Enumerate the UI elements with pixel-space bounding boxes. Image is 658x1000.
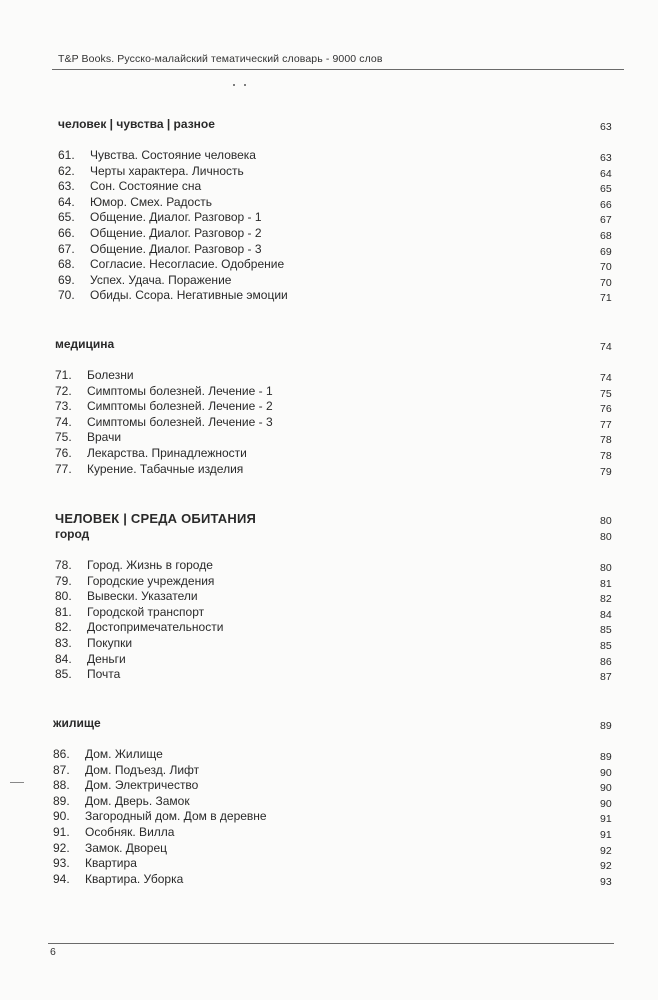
header-rule <box>52 69 624 70</box>
entry-page-number: 69 <box>600 246 612 258</box>
entry-page-number: 79 <box>600 466 612 478</box>
entry-number: 64. <box>58 195 75 209</box>
entry-title: Достопримечательности <box>87 620 224 634</box>
entry-page-number: 64 <box>600 168 612 180</box>
entry-title: Симптомы болезней. Лечение - 2 <box>87 399 273 413</box>
entry-page-number: 87 <box>600 671 612 683</box>
page-number: 6 <box>50 946 56 958</box>
entry-page-number: 67 <box>600 214 612 226</box>
entry-page-number: 91 <box>600 829 612 841</box>
entry-title: Загородный дом. Дом в деревне <box>85 809 267 823</box>
entry-title: Общение. Диалог. Разговор - 1 <box>90 210 262 224</box>
section-page-number: 63 <box>600 121 612 133</box>
entry-page-number: 77 <box>600 419 612 431</box>
entry-number: 76. <box>55 446 72 460</box>
entry-number: 79. <box>55 574 72 588</box>
section-heading: медицина <box>55 337 115 351</box>
entry-title: Лекарства. Принадлежности <box>87 446 247 460</box>
entry-number: 70. <box>58 288 75 302</box>
entry-number: 94. <box>53 872 70 886</box>
entry-page-number: 85 <box>600 640 612 652</box>
entry-page-number: 90 <box>600 798 612 810</box>
entry-title: Квартира <box>85 856 137 870</box>
entry-number: 72. <box>55 384 72 398</box>
section-page-number: 89 <box>600 720 612 732</box>
entry-page-number: 66 <box>600 199 612 211</box>
entry-title: Городской транспорт <box>87 605 205 619</box>
entry-page-number: 90 <box>600 782 612 794</box>
entry-number: 90. <box>53 809 70 823</box>
entry-title: Согласие. Несогласие. Одобрение <box>90 257 285 271</box>
entry-title: Почта <box>87 667 121 681</box>
footer-rule <box>48 943 614 944</box>
entry-page-number: 63 <box>600 152 612 164</box>
entry-title: Деньги <box>87 652 126 666</box>
entry-page-number: 86 <box>600 656 612 668</box>
entry-number: 67. <box>58 242 75 256</box>
entry-title: Успех. Удача. Поражение <box>90 273 232 287</box>
entry-page-number: 78 <box>600 450 612 462</box>
entry-number: 75. <box>55 430 72 444</box>
entry-title: Дом. Дверь. Замок <box>85 794 190 808</box>
entry-page-number: 68 <box>600 230 612 242</box>
entry-title: Квартира. Уборка <box>85 872 184 886</box>
entry-number: 84. <box>55 652 72 666</box>
entry-title: Врачи <box>87 430 122 444</box>
entry-number: 92. <box>53 841 70 855</box>
scan-speck <box>244 84 246 86</box>
section-heading: человек | чувства | разное <box>58 117 215 131</box>
scan-speck <box>10 782 24 783</box>
entry-number: 73. <box>55 399 72 413</box>
entry-title: Болезни <box>87 368 134 382</box>
entry-title: Юмор. Смех. Радость <box>90 195 212 209</box>
entry-number: 80. <box>55 589 72 603</box>
entry-number: 69. <box>58 273 75 287</box>
entry-page-number: 76 <box>600 403 612 415</box>
section-page-number: 80 <box>600 531 612 543</box>
entry-page-number: 82 <box>600 593 612 605</box>
entry-title: Замок. Дворец <box>85 841 168 855</box>
entry-number: 93. <box>53 856 70 870</box>
entry-page-number: 89 <box>600 751 612 763</box>
section-heading: жилище <box>53 716 101 730</box>
entry-title: Чувства. Состояние человека <box>90 148 256 162</box>
entry-number: 77. <box>55 462 72 476</box>
entry-title: Общение. Диалог. Разговор - 3 <box>90 242 262 256</box>
entry-title: Общение. Диалог. Разговор - 2 <box>90 226 262 240</box>
entry-page-number: 84 <box>600 609 612 621</box>
entry-title: Дом. Подъезд. Лифт <box>85 763 200 777</box>
entry-number: 61. <box>58 148 75 162</box>
entry-page-number: 75 <box>600 388 612 400</box>
entry-number: 89. <box>53 794 70 808</box>
scan-speck <box>233 84 235 86</box>
entry-page-number: 71 <box>600 292 612 304</box>
entry-number: 65. <box>58 210 75 224</box>
entry-title: Вывески. Указатели <box>87 589 198 603</box>
entry-page-number: 78 <box>600 434 612 446</box>
entry-title: Симптомы болезней. Лечение - 1 <box>87 384 273 398</box>
entry-number: 86. <box>53 747 70 761</box>
entry-number: 71. <box>55 368 72 382</box>
entry-number: 81. <box>55 605 72 619</box>
running-header: T&P Books. Русско-малайский тематический словарь - 9000 слов <box>58 53 383 65</box>
entry-page-number: 92 <box>600 845 612 857</box>
section-page-number: 80 <box>600 515 612 527</box>
entry-title: Симптомы болезней. Лечение - 3 <box>87 415 273 429</box>
entry-title: Покупки <box>87 636 133 650</box>
entry-number: 82. <box>55 620 72 634</box>
entry-number: 63. <box>58 179 75 193</box>
entry-page-number: 92 <box>600 860 612 872</box>
entry-title: Город. Жизнь в городе <box>87 558 213 572</box>
entry-number: 83. <box>55 636 72 650</box>
entry-number: 85. <box>55 667 72 681</box>
section-page-number: 74 <box>600 341 612 353</box>
entry-number: 78. <box>55 558 72 572</box>
entry-number: 68. <box>58 257 75 271</box>
entry-page-number: 80 <box>600 562 612 574</box>
entry-page-number: 91 <box>600 813 612 825</box>
entry-number: 87. <box>53 763 70 777</box>
entry-page-number: 74 <box>600 372 612 384</box>
entry-page-number: 70 <box>600 261 612 273</box>
entry-page-number: 85 <box>600 624 612 636</box>
entry-page-number: 81 <box>600 578 612 590</box>
entry-title: Дом. Жилище <box>85 747 163 761</box>
part-heading: ЧЕЛОВЕК | СРЕДА ОБИТАНИЯ <box>55 511 257 526</box>
entry-number: 66. <box>58 226 75 240</box>
entry-number: 91. <box>53 825 70 839</box>
entry-page-number: 90 <box>600 767 612 779</box>
entry-page-number: 65 <box>600 183 612 195</box>
entry-page-number: 70 <box>600 277 612 289</box>
section-heading: город <box>55 527 90 541</box>
entry-title: Обиды. Ссора. Негативные эмоции <box>90 288 288 302</box>
entry-page-number: 93 <box>600 876 612 888</box>
entry-number: 62. <box>58 164 75 178</box>
entry-number: 74. <box>55 415 72 429</box>
entry-title: Сон. Состояние сна <box>90 179 202 193</box>
entry-title: Дом. Электричество <box>85 778 199 792</box>
entry-number: 88. <box>53 778 70 792</box>
entry-title: Черты характера. Личность <box>90 164 244 178</box>
entry-title: Курение. Табачные изделия <box>87 462 244 476</box>
entry-title: Городские учреждения <box>87 574 215 588</box>
entry-title: Особняк. Вилла <box>85 825 175 839</box>
